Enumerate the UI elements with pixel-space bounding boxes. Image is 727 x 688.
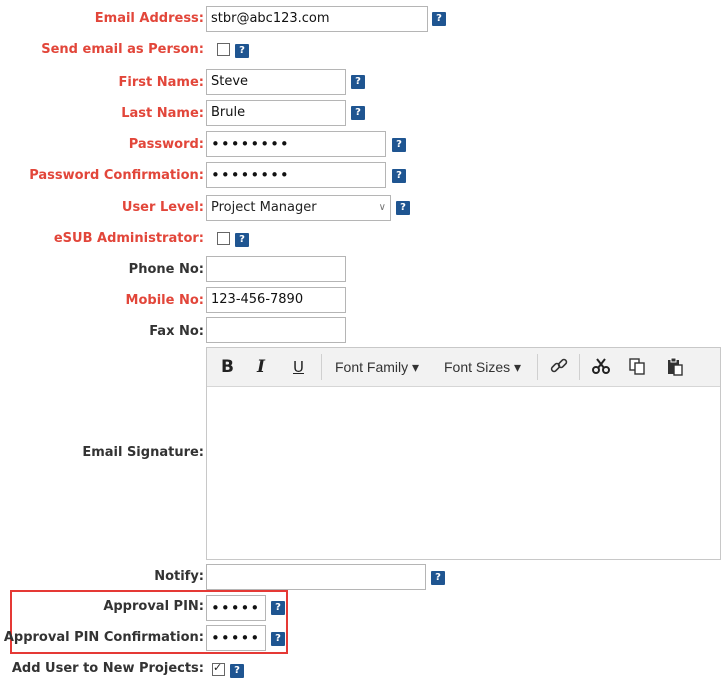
chevron-down-icon: ∨ bbox=[378, 202, 386, 213]
mobile-no-input[interactable]: 123-456-7890 bbox=[206, 287, 346, 313]
checkmark-icon: ✓ bbox=[213, 661, 223, 674]
copy-icon[interactable] bbox=[627, 356, 647, 378]
first-name-input[interactable]: Steve bbox=[206, 69, 346, 95]
approval-pin-confirmation-input[interactable]: ••••• bbox=[206, 625, 266, 651]
bold-button[interactable]: B bbox=[221, 357, 234, 377]
send-email-as-person-checkbox[interactable] bbox=[217, 43, 230, 56]
link-icon[interactable] bbox=[549, 356, 569, 378]
help-icon[interactable]: ? bbox=[396, 201, 410, 215]
user-level-label: User Level: bbox=[121, 200, 204, 215]
help-icon[interactable]: ? bbox=[432, 12, 446, 26]
password-confirmation-label: Password Confirmation: bbox=[29, 168, 204, 183]
password-confirmation-input[interactable]: •••••••• bbox=[206, 162, 386, 188]
toolbar-divider bbox=[579, 354, 580, 380]
help-icon[interactable]: ? bbox=[235, 233, 249, 247]
notify-label: Notify: bbox=[154, 569, 204, 584]
esub-administrator-checkbox[interactable] bbox=[217, 232, 230, 245]
last-name-label: Last Name: bbox=[121, 106, 204, 121]
help-icon[interactable]: ? bbox=[230, 664, 244, 678]
first-name-label: First Name: bbox=[118, 75, 204, 90]
editor-toolbar bbox=[207, 348, 720, 387]
add-user-to-new-projects-label: Add User to New Projects: bbox=[11, 661, 204, 676]
fax-no-input[interactable] bbox=[206, 317, 346, 343]
font-family-dropdown[interactable]: Font Family ▾ bbox=[335, 359, 420, 375]
email-signature-editor[interactable] bbox=[206, 347, 721, 560]
email-address-label: Email Address: bbox=[94, 11, 204, 26]
send-email-as-person-label: Send email as Person: bbox=[41, 42, 204, 57]
help-icon[interactable]: ? bbox=[235, 44, 249, 58]
help-icon[interactable]: ? bbox=[392, 138, 406, 152]
password-label: Password: bbox=[128, 137, 204, 152]
approval-pin-label: Approval PIN: bbox=[103, 599, 204, 614]
user-level-value: Project Manager bbox=[211, 200, 317, 215]
email-address-input[interactable]: stbr@abc123.com bbox=[206, 6, 428, 32]
toolbar-divider bbox=[321, 354, 322, 380]
esub-administrator-label: eSUB Administrator: bbox=[53, 231, 204, 246]
toolbar-divider bbox=[537, 354, 538, 380]
user-level-select[interactable] bbox=[206, 195, 391, 221]
help-icon[interactable]: ? bbox=[271, 601, 285, 615]
cut-icon[interactable] bbox=[591, 356, 611, 378]
mobile-no-label: Mobile No: bbox=[125, 293, 204, 308]
approval-pin-confirmation-label: Approval PIN Confirmation: bbox=[3, 630, 204, 645]
phone-no-label: Phone No: bbox=[128, 262, 204, 277]
underline-button[interactable]: U bbox=[293, 358, 304, 376]
last-name-input[interactable]: Brule bbox=[206, 100, 346, 126]
italic-button[interactable]: I bbox=[257, 357, 265, 377]
help-icon[interactable]: ? bbox=[431, 571, 445, 585]
help-icon[interactable]: ? bbox=[271, 632, 285, 646]
approval-pin-input[interactable]: ••••• bbox=[206, 595, 266, 621]
fax-no-label: Fax No: bbox=[149, 324, 204, 339]
help-icon[interactable]: ? bbox=[351, 75, 365, 89]
help-icon[interactable]: ? bbox=[392, 169, 406, 183]
add-user-to-new-projects-checkbox[interactable] bbox=[212, 663, 225, 676]
email-signature-label: Email Signature: bbox=[82, 445, 204, 460]
phone-no-input[interactable] bbox=[206, 256, 346, 282]
notify-input[interactable] bbox=[206, 564, 426, 590]
password-input[interactable]: •••••••• bbox=[206, 131, 386, 157]
help-icon[interactable]: ? bbox=[351, 106, 365, 120]
paste-icon[interactable] bbox=[665, 356, 685, 378]
font-sizes-dropdown[interactable]: Font Sizes ▾ bbox=[444, 359, 522, 375]
